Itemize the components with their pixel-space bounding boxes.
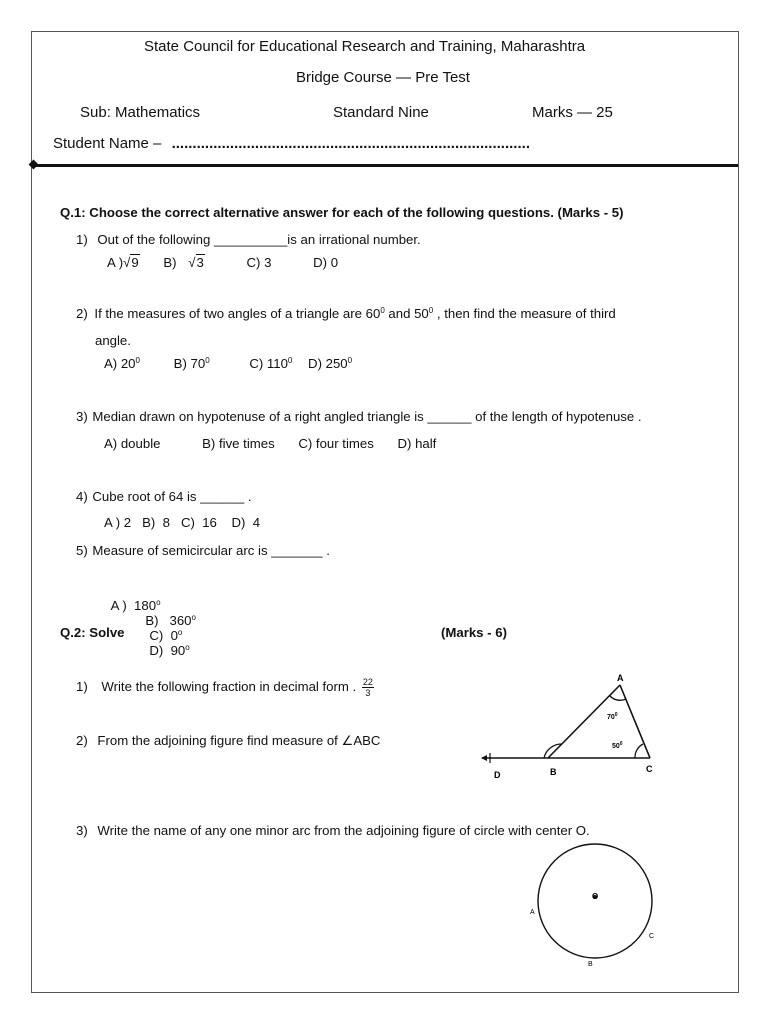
angle-a-arc	[610, 696, 626, 700]
label-o: O	[592, 892, 599, 901]
degree-sup: 0	[287, 356, 293, 365]
q1-item-1	[76, 232, 421, 247]
header-divider	[33, 164, 738, 167]
item-number: 4)	[76, 489, 88, 504]
item-text: Out of the following __________is an irrational number.	[97, 232, 421, 247]
angle-a-number: 70	[607, 714, 615, 721]
item-text: Write the following fraction in decimal form .	[101, 678, 357, 694]
label-a: A	[617, 673, 624, 683]
item-text: Write the name of any one minor arc from the adjoining figure of circle with center O.	[97, 823, 590, 838]
option-d: D) 250	[308, 356, 348, 371]
q2-item-1	[76, 677, 374, 698]
q2-item-3	[76, 823, 590, 838]
option-a-root: √9	[123, 255, 139, 270]
q2-heading: Q.2: Solve	[60, 625, 125, 640]
student-name-label	[53, 135, 530, 152]
option-b: B) 70	[173, 356, 206, 371]
q1-heading: Q.1: Choose the correct alternative answer for each of the following questions. (Marks - 5)	[60, 205, 624, 220]
angle-c-arc	[635, 744, 643, 758]
option-a-label: A )	[107, 255, 124, 270]
degree-sup: 0	[347, 356, 353, 365]
circle-outline	[538, 844, 655, 958]
subject-label: Sub: Mathematics	[80, 104, 201, 121]
item-number: 1)	[76, 678, 88, 694]
q1-item-5-options	[104, 583, 196, 658]
item-number: 3)	[76, 823, 88, 838]
item-number: 2)	[76, 306, 88, 321]
triangle-figure	[470, 668, 670, 793]
degree-sup: 0	[428, 306, 434, 315]
marks-label: Marks — 25	[532, 104, 613, 121]
fraction-denominator: 3	[365, 688, 371, 698]
option-b-radicand: 3	[196, 255, 204, 270]
degree-sup: o	[191, 613, 196, 622]
fraction	[362, 677, 374, 698]
degree-sup: 0	[380, 306, 385, 315]
angle-a-degree: 0	[614, 712, 618, 718]
item-text-a: If the measures of two angles of a triangle are 60	[94, 306, 381, 321]
q1-item-2-options	[104, 356, 352, 371]
degree-sup: o	[156, 598, 161, 607]
item-text-b: and 50	[384, 306, 429, 321]
standard-label: Standard Nine	[333, 104, 429, 121]
label-c: C	[646, 764, 653, 774]
item-text: Measure of semicircular arc is _______ .	[92, 543, 330, 558]
option-b-label: B)	[163, 255, 177, 270]
angle-c-degree: 0	[619, 741, 623, 747]
option-d: D) 0	[313, 255, 339, 270]
option-d: D) half	[397, 436, 437, 451]
item-text: From the adjoining figure find measure of ∠ABC	[97, 733, 381, 748]
fraction-numerator: 22	[362, 677, 373, 687]
q1-item-2-continued: angle.	[95, 333, 131, 348]
label-b: B	[588, 961, 593, 968]
student-name-text: Student Name –	[53, 135, 162, 152]
label-a: A	[530, 909, 535, 916]
side-ac	[620, 685, 650, 758]
degree-sup: 0	[205, 356, 210, 365]
option-d: D) 90	[149, 643, 186, 658]
angle-c-value	[612, 741, 623, 750]
q2-item-2	[76, 733, 380, 749]
option-a: A) double	[104, 436, 161, 451]
q1-item-2	[76, 306, 616, 321]
option-a-radicand: 9	[131, 255, 139, 270]
degree-sup: o	[185, 643, 190, 652]
q1-item-3	[76, 409, 642, 424]
q1-item-1-options	[107, 255, 338, 270]
student-name-line: ......................................................................................	[171, 135, 530, 152]
q1-item-4	[76, 489, 252, 504]
option-c: C) 0	[149, 628, 178, 643]
option-b: B) 360	[145, 613, 192, 628]
option-b-root: √3	[188, 255, 204, 270]
council-title: State Council for Educational Research and Training, Maharashtra	[144, 38, 586, 55]
option-c: C) 110	[249, 356, 288, 371]
circle-figure	[525, 838, 665, 973]
arrow-head-icon	[481, 755, 487, 761]
angle-a-value	[607, 712, 618, 721]
label-c: C	[649, 933, 655, 940]
label-d: D	[494, 770, 501, 780]
course-title: Bridge Course — Pre Test	[296, 69, 470, 86]
item-text: Cube root of 64 is ______ .	[92, 489, 252, 504]
item-text-c: , then find the measure of third	[433, 306, 616, 321]
q1-item-5	[76, 543, 330, 558]
item-number: 2)	[76, 733, 88, 748]
q2-marks: (Marks - 6)	[441, 625, 507, 640]
option-a: A ) 180	[110, 598, 157, 613]
item-number: 3)	[76, 409, 88, 424]
item-text: Median drawn on hypotenuse of a right angled triangle is ______ of the length of hypotenuse .	[92, 409, 642, 424]
angle-c-number: 50	[612, 743, 620, 750]
item-number: 1)	[76, 232, 88, 247]
label-b: B	[550, 767, 557, 777]
q1-item-4-options: A ) 2 B) 8 C) 16 D) 4	[104, 515, 261, 530]
degree-sup: o	[177, 628, 183, 637]
degree-sup: 0	[135, 356, 140, 365]
option-c: C) four times	[298, 436, 374, 451]
q1-item-3-options	[104, 436, 436, 451]
option-b: B) five times	[202, 436, 275, 451]
item-number: 5)	[76, 543, 88, 558]
option-a: A) 20	[104, 356, 136, 371]
option-c: C) 3	[246, 255, 272, 270]
side-ba	[548, 685, 620, 758]
